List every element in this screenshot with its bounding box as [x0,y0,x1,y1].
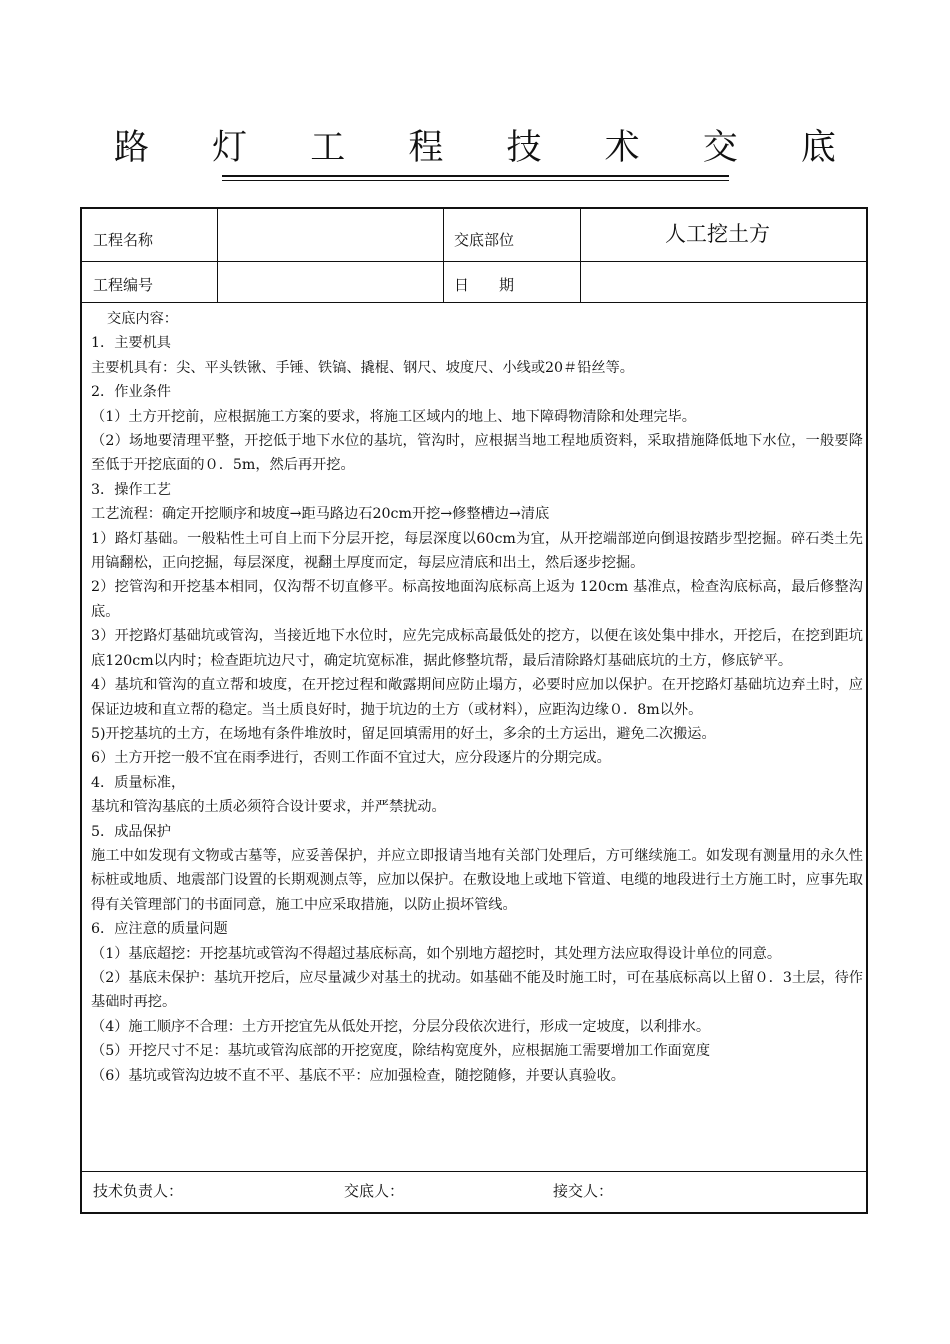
title-underline-thin [222,180,729,181]
content-line: （5）开挖尺寸不足：基坑或管沟底部的开挖宽度，除结构宽度外，应根据施工需要增加工作面宽度 [91,1043,711,1060]
disclosure-part-value[interactable]: 人工挖土方 [665,222,770,246]
header-row-divider [82,261,866,262]
content-line: 4．质量标准， [91,774,186,791]
content-line: 主要机具有：尖、平头铁锹、手锤、铁镐、撬棍、钢尺、坡度尺、小线或20＃铅丝等。 [91,359,634,376]
project-name-label: 工程名称 [93,231,154,249]
header-bottom-divider [82,302,866,303]
content-line: 工艺流程：确定开挖顺序和坡度→距马路边石20cm开挖→修整槽边→清底 [91,506,550,523]
title-underline-thick [222,175,729,177]
content-line: （6）基坑或管沟边坡不直不平、基底不平：应加强检查，随挖随修，并要认真验收。 [91,1067,625,1084]
footer-divider [82,1171,866,1172]
content-line: 6）土方开挖一般不宜在雨季进行，否则工作面不宜过大，应分段逐片的分期完成。 [91,750,611,767]
project-number-label: 工程编号 [93,276,154,294]
content-line: 2）挖管沟和开挖基本相同，仅沟帮不切直修平。标高按地面沟底标高上返为 120cm 基准点，检查沟底标高，最后修整沟底。 [91,579,863,620]
content-line: （4）施工顺序不合理：土方开挖宜先从低处开挖，分层分段依次进行，形成一定坡度，以利排水。 [91,1018,711,1035]
disclosure-form [80,207,868,1214]
content-line: 6．应注意的质量问题 [91,921,228,938]
content-line: 3．操作工艺 [91,481,171,498]
content-line: 2．作业条件 [91,384,171,401]
content-line: （1）基底超挖：开挖基坑或管沟不得超过基底标高，如个别地方超挖时，其处理方法应取得设计单位的同意。 [91,945,782,962]
date-label: 日 期 [454,276,515,294]
column-divider-1 [217,209,218,302]
content-line: 施工中如发现有文物或古墓等，应妥善保护，并应立即报请当地有关部门处理后，方可继续施工。如发现有测量用的永久性标桩或地质、地震部门设置的长期观测点等，应加以保护。在敷设地上或地下管道、电缆的地段进行土方施工时，应事先取得有关管理部门的书面同意，施工中应采取措施，以防止损坏管线。 [91,847,863,913]
discloser-label: 交底人： [344,1182,405,1200]
disclosure-part-label: 交底部位 [454,231,515,249]
content-line: 1．主要机具 [91,335,171,352]
content-line: （2）基底未保护：基坑开挖后，应尽量减少对基土的扰动。如基础不能及时施工时，可在基底标高以上留０．3土层，待作基础时再挖。 [91,969,863,1011]
content-line: （2）场地要清理平整，开挖低于地下水位的基坑，管沟时，应根据当地工程地质资料，采取措施降低地下水位，一般要降至低于开挖底面的０．5m，然后再开挖。 [91,433,863,474]
document-title: 路 灯 工 程 技 术 交 底 [114,128,862,168]
content-line: 5)开挖基坑的土方，在场地有条件堆放时，留足回填需用的好土，多余的土方运出，避免二次搬运。 [91,725,716,742]
content-line: 4）基坑和管沟的直立帮和坡度，在开挖过程和敞露期间应防止塌方，必要时应加以保护。在开挖路灯基础坑边弃土时，应保证边坡和直立帮的稳定。当土质良好时，抛于坑边的土方（或材料），应距沟边缘０．8m以外。 [91,677,863,718]
column-divider-2 [443,209,444,302]
receiver-label: 接交人： [553,1182,614,1200]
content-line: （1）土方开挖前，应根据施工方案的要求，将施工区域内的地上、地下障碍物清除和处理完毕。 [91,408,696,425]
disclosure-content [91,307,863,1088]
content-line: 5．成品保护 [91,823,171,840]
content-line: 基坑和管沟基底的土质必须符合设计要求，并严禁扰动。 [91,799,446,816]
content-intro: 交底内容： [107,311,178,327]
content-line: 3）开挖路灯基础坑或管沟，当接近地下水位时，应先完成标高最低处的挖方，以便在该处集中排水，开挖后，在挖到距坑底120cm以内时；检查距坑边尺寸，确定坑宽标准，据此修整坑帮，最后清除路灯基础底坑的土方，修底铲平。 [91,628,863,669]
content-line: 1）路灯基础。一般粘性土可自上而下分层开挖，每层深度以60cm为宜，从开挖端部逆向倒退按踏步型挖掘。碎石类土先用镐翻松，正向挖掘，每层深度，视翻土厚度而定，每层应清底和出土，然后逐步挖掘。 [91,530,863,572]
column-divider-3 [580,209,581,302]
tech-lead-label: 技术负责人： [93,1182,184,1200]
